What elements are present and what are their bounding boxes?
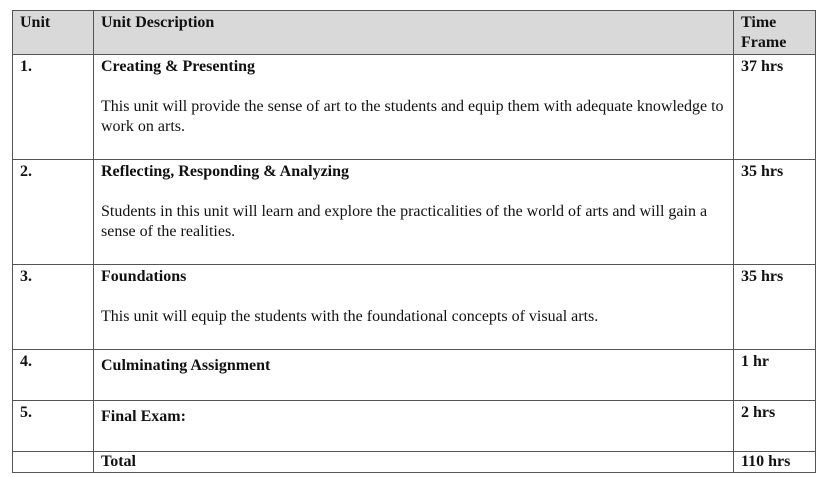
unit-time-frame: 2 hrs: [734, 401, 816, 452]
header-unit-description: Unit Description: [94, 11, 734, 55]
table-row: [13, 401, 816, 452]
header-time-frame: Time Frame: [734, 11, 816, 55]
unit-title: Foundations: [101, 268, 187, 285]
unit-description: This unit will provide the sense of art to the students and equip them with adequate knowledge to work on arts.: [101, 98, 724, 135]
total-row: [13, 452, 816, 473]
unit-description-cell: [94, 350, 734, 401]
unit-title: Culminating Assignment: [101, 357, 271, 374]
table-row: [13, 350, 816, 401]
unit-description: Students in this unit will learn and explore the practicalities of the world of arts and will gain a sense of the realities.: [101, 203, 708, 240]
total-label: Total: [94, 452, 734, 473]
course-units-table: [12, 10, 816, 473]
unit-description-cell: [94, 55, 734, 160]
unit-description-cell: [94, 160, 734, 265]
total-empty-cell: [13, 452, 94, 473]
unit-number: 2.: [13, 160, 94, 265]
total-time-frame: 110 hrs: [734, 452, 816, 473]
table-row: [13, 160, 816, 265]
unit-number: 1.: [13, 55, 94, 160]
unit-title: Reflecting, Responding & Analyzing: [101, 163, 350, 180]
unit-description-cell: [94, 401, 734, 452]
unit-time-frame: 1 hr: [734, 350, 816, 401]
unit-title: Final Exam:: [101, 408, 186, 425]
unit-title: Creating & Presenting: [101, 58, 256, 75]
unit-number: 3.: [13, 265, 94, 350]
unit-description: This unit will equip the students with the foundational concepts of visual arts.: [101, 308, 599, 325]
unit-number: 4.: [13, 350, 94, 401]
table-header-row: [13, 11, 816, 55]
table-row: [13, 55, 816, 160]
unit-number: 5.: [13, 401, 94, 452]
header-unit: Unit: [13, 11, 94, 55]
unit-time-frame: 35 hrs: [734, 160, 816, 265]
unit-description-cell: [94, 265, 734, 350]
table-row: [13, 265, 816, 350]
unit-time-frame: 37 hrs: [734, 55, 816, 160]
unit-time-frame: 35 hrs: [734, 265, 816, 350]
